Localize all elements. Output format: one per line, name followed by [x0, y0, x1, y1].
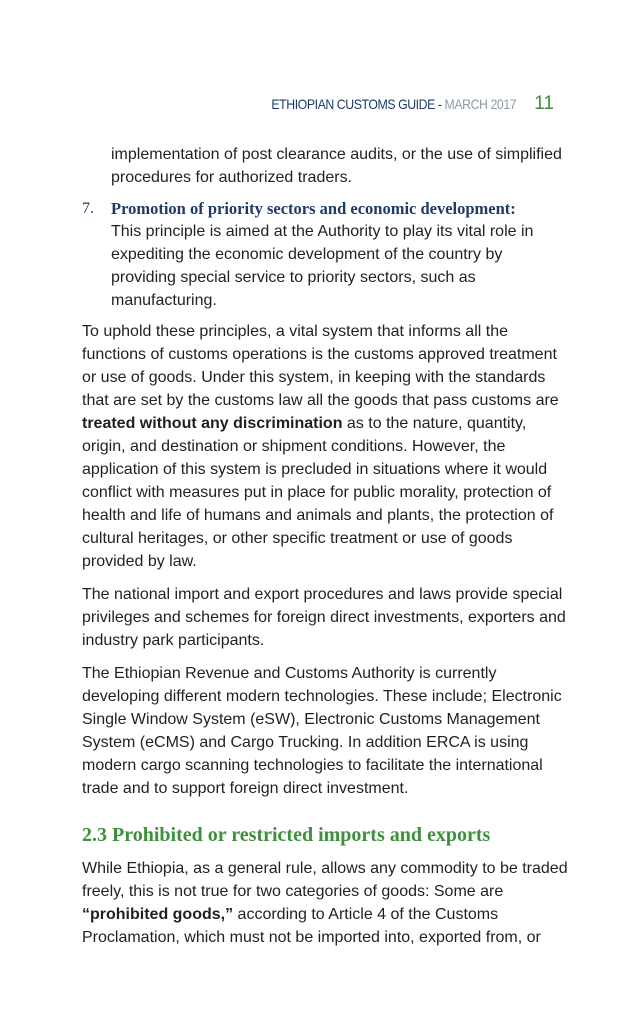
running-header [238, 93, 554, 115]
list-item-body: This principle is aimed at the Authority to play its vital role in expediting the economic development of the country by providing special service to priority sectors, such as manufacturing. [111, 223, 534, 309]
section-heading: 2.3 Prohibited or restricted imports and exports [82, 824, 491, 846]
list-item-heading: Promotion of priority sectors and economic development: [111, 199, 516, 218]
header-date: MARCH 2017 [444, 96, 517, 112]
guide-title: ETHIOPIAN CUSTOMS GUIDE [271, 96, 436, 112]
page-number: 11 [534, 93, 554, 114]
emphasis-text: treated without any discrimination [82, 415, 343, 432]
paragraph-text: as to the nature, quantity, origin, and destination or shipment conditions. However, the application of this system is precluded in situations where it would conflict with measures put in place for public morality, protection of health and life of humans and animals and plants, the protection of cultural heritages, or other specific treatment or use of goods provided by law. [82, 415, 554, 570]
paragraph-text: To uphold these principles, a vital system that informs all the functions of customs operations is the customs approved treatment or use of goods. Under this system, in keeping with the standards that are set by the customs law all the goods that pass customs are [82, 323, 559, 409]
running-header-title [271, 96, 516, 112]
continuation-paragraph: implementation of post clearance audits, or the use of simplified procedures for authorized traders. [111, 146, 562, 186]
paragraph-text: While Ethiopia, as a general rule, allows any commodity to be traded freely, this is not true for two categories of goods: Some are [82, 860, 568, 900]
paragraph-text: according to Article 4 of the Customs Proclamation, which must not be imported into, exported from, or [82, 906, 541, 946]
principles-system-paragraph [82, 320, 570, 573]
import-export-paragraph: The national import and export procedures and laws provide special privileges and schemes for foreign direct investments, exporters and industry park participants. [82, 586, 566, 649]
emphasis-text: “prohibited goods,” [82, 906, 234, 923]
erca-technologies-paragraph: The Ethiopian Revenue and Customs Authority is currently developing different modern technologies. These include; Electronic Single Window System (eSW), Electronic Customs Management System (eCMS) and Cargo Trucking. In addition ERCA is using modern cargo scanning technologies to facilitate the international trade and to support foreign direct investment. [82, 665, 562, 797]
page-body [82, 143, 570, 959]
principle-list-item-7 [82, 197, 570, 312]
list-item-number: 7. [82, 200, 94, 217]
header-separator: - [435, 96, 445, 112]
prohibited-goods-paragraph [82, 857, 570, 949]
